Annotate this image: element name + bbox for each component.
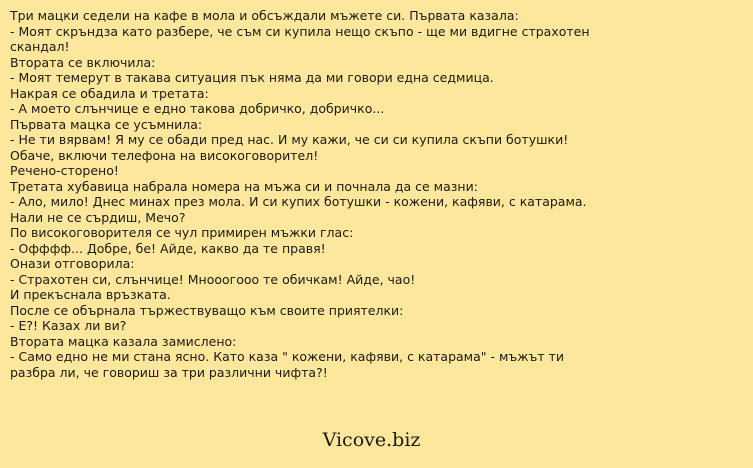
joke-line: - Е?! Казах ли ви? xyxy=(10,318,127,333)
joke-line: - Страхотен си, слънчице! Мнооогооо те обичкам! Айде, чао! xyxy=(10,271,416,287)
joke-line: Три мацки седели на кафе в мола и обсъждали мъжете си. Първата казала: xyxy=(10,8,519,23)
joke-line: И прекъснала връзката. xyxy=(10,287,171,302)
joke-line: - Офффф... Добре, бе! Айде, какво да те правя! xyxy=(10,240,326,256)
site-name-label: Vicove.biz xyxy=(322,429,421,451)
joke-line: - Ало, мило! Днес минах през мола. И си купих ботушки - кожени, кафяви, с катарама. Нали не се сърдиш, Мечо? xyxy=(10,194,587,225)
joke-line: Втората се включила: xyxy=(10,54,156,70)
joke-line: Втората мацка казала замислено: xyxy=(10,333,237,349)
joke-line: - Моят темерут в такава ситуация пък няма да ми говори една седмица. xyxy=(10,70,494,85)
joke-line: Обаче, включи телефона на високоговорител! xyxy=(10,147,319,163)
joke-line: Третата хубавица набрала номера на мъжа си и почнала да се мазни: xyxy=(10,178,478,194)
site-name xyxy=(0,429,753,451)
joke-line: - Само едно не ми стана ясно. Като каза " кожени, кафяви, с катарама" - мъжът ти разбра ли, че говориш за три различни чифта?! xyxy=(10,349,564,380)
joke-line: Накрая се обадила и третата: xyxy=(10,85,209,101)
joke-text xyxy=(10,8,600,380)
joke-line: Онази отговорила: xyxy=(10,256,135,271)
joke-line: Първата мацка се усъмнила: xyxy=(10,116,203,132)
joke-line: - Моят скръндза като разбере, че съм си купила нещо скъпо - ще ми вдигне страхотен скандал! xyxy=(10,23,590,54)
joke-line: Речено-сторено! xyxy=(10,163,119,178)
joke-line: По високоговорителя се чул примирен мъжки глас: xyxy=(10,225,354,240)
joke-line: - Не ти вярвам! Я му се обади пред нас. И му кажи, че си си купила скъпи ботушки! xyxy=(10,132,569,147)
joke-line: - А моето слънчице е едно такова добричко, добричко... xyxy=(10,101,385,116)
joke-line: После се обърнала тържествуващо към своите приятелки: xyxy=(10,302,404,318)
